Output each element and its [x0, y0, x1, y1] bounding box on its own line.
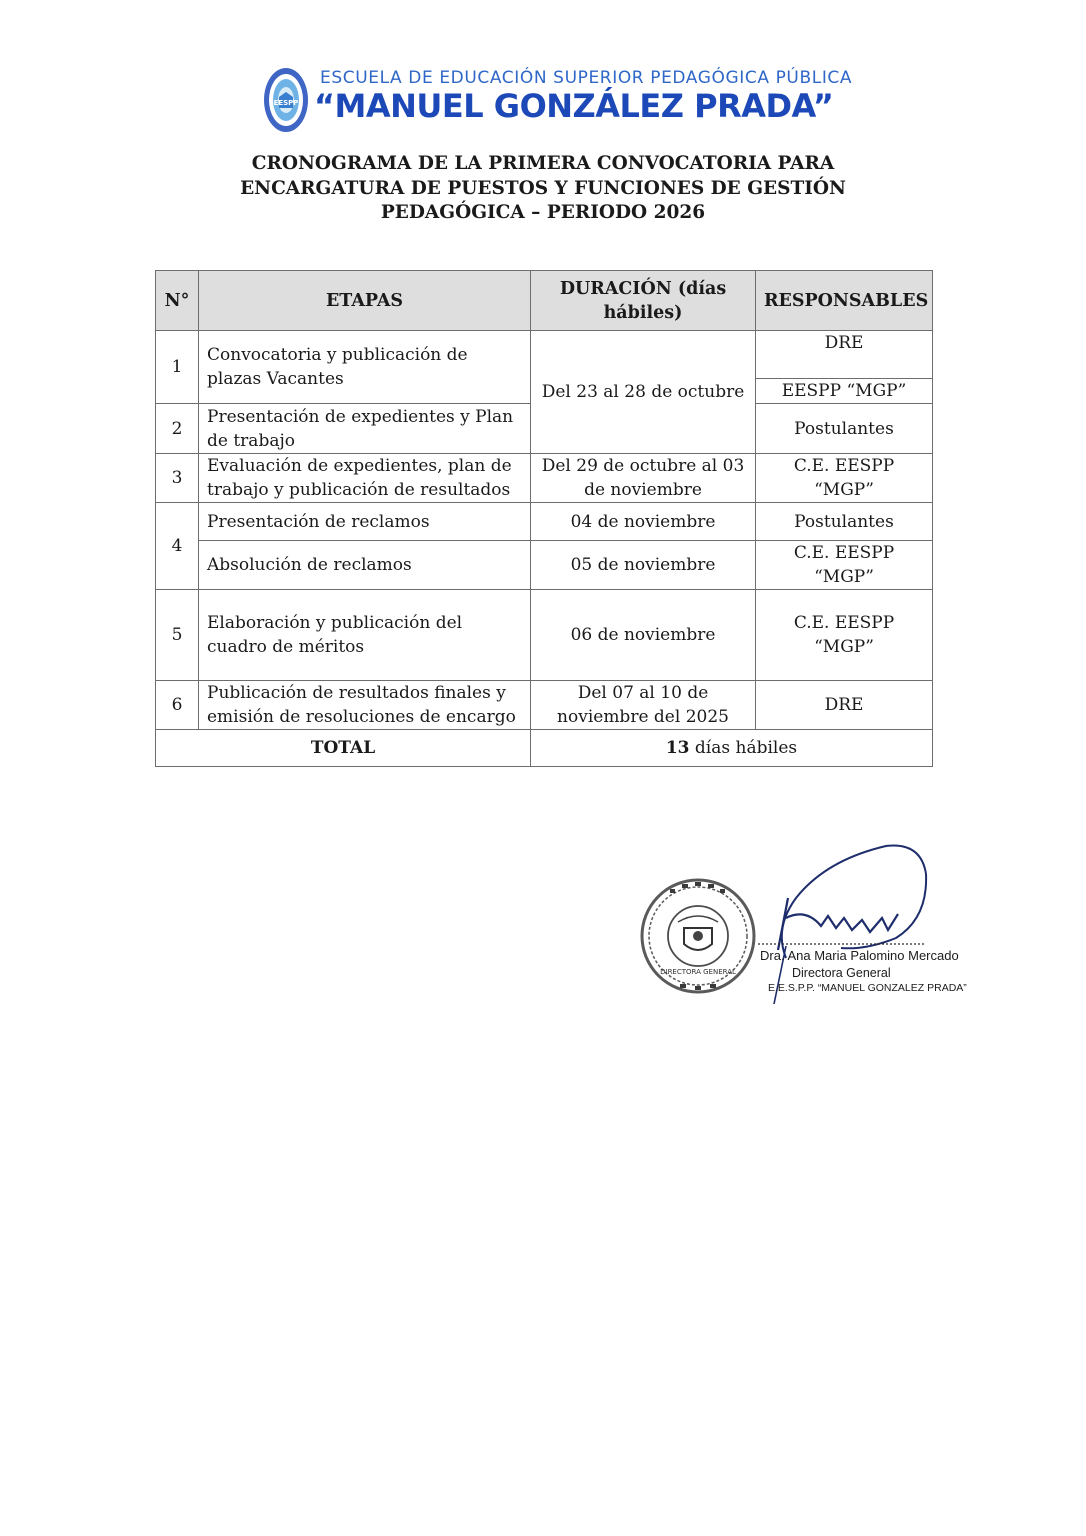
responsable-cell: EESPP “MGP”	[756, 379, 933, 404]
responsable-cell: Postulantes	[756, 404, 933, 454]
total-days: 13	[665, 738, 690, 758]
total-label: TOTAL	[156, 730, 531, 767]
etapa-cell: Publicación de resultados finales y emisión de resoluciones de encargo	[199, 681, 531, 730]
school-name-top: ESCUELA DE EDUCACIÓN SUPERIOR PEDAGÓGICA PÚBLICA	[320, 68, 853, 88]
table-row	[156, 331, 933, 379]
row-number: 4	[156, 503, 199, 590]
title-line-1: CRONOGRAMA DE LA PRIMERA CONVOCATORIA PARA	[251, 153, 835, 174]
etapa-cell: Presentación de expedientes y Plan de trabajo	[199, 404, 531, 454]
row-number: 6	[156, 681, 199, 730]
duracion-cell: Del 23 al 28 de octubre	[531, 331, 756, 454]
responsable-cell: C.E. EESPP “MGP”	[756, 454, 933, 503]
responsable-cell: C.E. EESPP “MGP”	[756, 590, 933, 681]
responsable-cell: Postulantes	[756, 503, 933, 541]
responsable-cell: DRE	[756, 331, 933, 379]
row-number: 1	[156, 331, 199, 404]
header-numero: N°	[156, 271, 199, 331]
header-duracion: DURACIÓN (días hábiles)	[531, 271, 756, 331]
header-responsables: RESPONSABLES	[756, 271, 933, 331]
school-crest-icon	[262, 66, 310, 134]
svg-text:EESPP: EESPP	[273, 99, 299, 107]
duracion-cell: Del 07 al 10 de noviembre del 2025	[531, 681, 756, 730]
responsable-cell: C.E. EESPP “MGP”	[756, 541, 933, 590]
total-unit: días hábiles	[694, 738, 798, 758]
table-row	[156, 590, 933, 681]
signatory-institution: E.E.S.P.P. “MANUEL GONZALEZ PRADA”	[768, 982, 967, 994]
school-name-main: “MANUEL GONZÁLEZ PRADA”	[314, 87, 834, 125]
duracion-cell: 05 de noviembre	[531, 541, 756, 590]
header-etapas: ETAPAS	[199, 271, 531, 331]
duracion-cell: Del 29 de octubre al 03 de noviembre	[531, 454, 756, 503]
etapa-cell: Absolución de reclamos	[199, 541, 531, 590]
header-row	[156, 271, 933, 331]
total-row	[156, 730, 933, 767]
signatory-name: Dra. Ana Maria Palomino Mercado	[760, 948, 959, 963]
etapa-cell: Evaluación de expedientes, plan de trabajo y publicación de resultados	[199, 454, 531, 503]
etapa-cell: Convocatoria y publicación de plazas Vacantes	[199, 331, 531, 404]
row-number: 5	[156, 590, 199, 681]
duracion-cell: 06 de noviembre	[531, 590, 756, 681]
table-row	[156, 681, 933, 730]
etapa-cell: Elaboración y publicación del cuadro de méritos	[199, 590, 531, 681]
schedule-table	[155, 270, 933, 767]
document-title	[180, 152, 906, 226]
signature-block	[636, 838, 967, 1010]
letterhead	[262, 64, 853, 136]
row-number: 2	[156, 404, 199, 454]
duracion-cell: 04 de noviembre	[531, 503, 756, 541]
etapa-cell: Presentación de reclamos	[199, 503, 531, 541]
table-row	[156, 541, 933, 590]
title-line-2: ENCARGATURA DE PUESTOS Y FUNCIONES DE GESTIÓN	[240, 177, 846, 199]
total-value-cell	[531, 730, 933, 767]
signatory-role: Directora General	[792, 966, 891, 980]
table-row	[156, 454, 933, 503]
row-number: 3	[156, 454, 199, 503]
responsable-cell: DRE	[756, 681, 933, 730]
table-row	[156, 503, 933, 541]
svg-text:DIRECTORA GENERAL: DIRECTORA GENERAL	[660, 968, 736, 976]
title-line-3: PEDAGÓGICA – PERIODO 2026	[380, 202, 706, 223]
